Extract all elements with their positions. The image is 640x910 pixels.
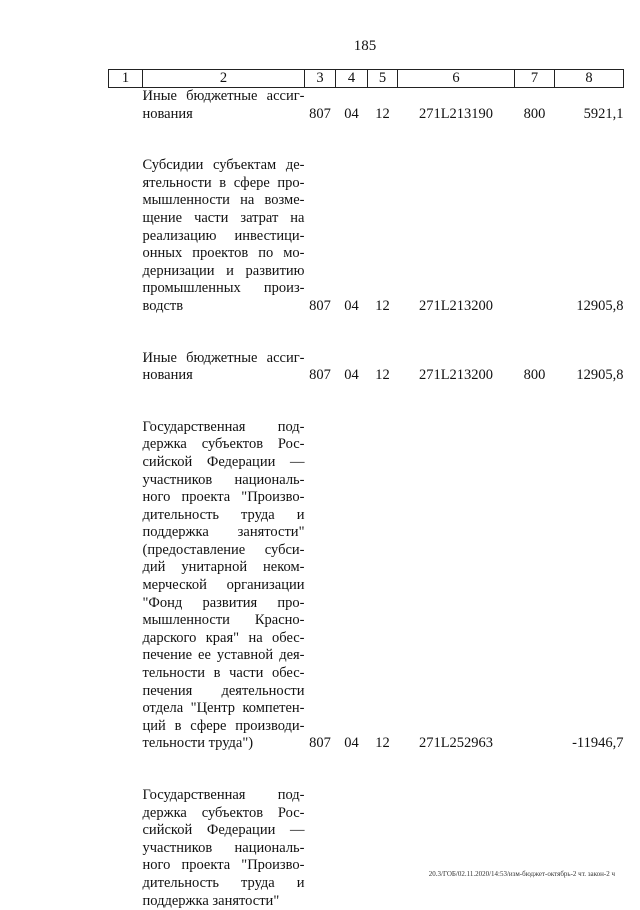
row-col3: 807	[309, 297, 331, 314]
budget-table	[108, 69, 624, 910]
column-header: 7	[515, 70, 555, 88]
row-col7: 800	[523, 105, 546, 122]
row-col3	[305, 787, 336, 910]
row-col4: 04	[344, 105, 359, 122]
row-col6: 271L213190	[418, 105, 494, 122]
row-name: Государственная под-держка субъектов Рос-сийской Федерации — участников националь-ного проекта "Произво-дительность труда и поддержка занятости" (предоставление субси-дий унитарной неком-мерческой организации "Фонд развития про-мышленности Красно-дарского края" на обес-печение ее уставной дея-тельности в части обес-печения деятельности отдела "Центр компетен-ций в сфере производи-тельности труда")	[142, 418, 305, 752]
row-name: Государственная под-держка субъектов Рос-сийской Федерации — участников националь-ного проекта "Произво-дительность труда и поддержка занятости"	[142, 787, 305, 909]
row-col6	[398, 787, 515, 910]
row-col5: 12	[375, 735, 390, 752]
column-header: 4	[336, 70, 368, 88]
row-col7	[515, 157, 555, 315]
row-col8	[555, 787, 624, 910]
row-col4: 04	[344, 297, 359, 314]
row-col5	[368, 787, 398, 910]
row-name: Иные бюджетные ассиг-нования	[142, 88, 305, 122]
row-col4: 04	[344, 367, 359, 384]
column-header: 3	[305, 70, 336, 88]
footer-stamp: 20.3/ГОБ/02.11.2020/14:53/изм-бюджет-октябрь-2 чт. закон-2 ч	[428, 870, 615, 878]
row-col4	[336, 787, 368, 910]
row-col7	[515, 787, 555, 910]
row-col6: 271L252963	[418, 735, 494, 752]
table-row	[109, 787, 624, 910]
row-col8: -11946,7	[572, 735, 624, 752]
column-header: 5	[368, 70, 398, 88]
row-col6: 271L213200	[418, 367, 494, 384]
row-col5: 12	[375, 105, 390, 122]
row-col5: 12	[375, 367, 390, 384]
row-col7	[515, 419, 555, 753]
row-name: Субсидии субъектам де-ятельности в сфере про-мышленности на возме-щение части затрат на реализацию инвестици-онных проектов по мо-дернизации и развитию промышленных произ-водств	[142, 157, 305, 314]
table-row	[109, 350, 624, 385]
column-header: 6	[398, 70, 515, 88]
row-name: Иные бюджетные ассиг-нования	[142, 349, 305, 384]
header-row	[109, 70, 624, 88]
row-col8: 12905,8	[576, 367, 624, 384]
column-header: 2	[143, 70, 305, 88]
page-number: 185	[353, 38, 377, 54]
row-col4: 04	[344, 735, 359, 752]
row-col3: 807	[309, 735, 331, 752]
row-col5: 12	[375, 297, 390, 314]
column-header: 8	[555, 70, 624, 88]
table-row	[109, 419, 624, 753]
row-col6: 271L213200	[418, 297, 494, 314]
row-col3: 807	[309, 367, 331, 384]
row-col8: 5921,1	[583, 105, 624, 122]
row-col8: 12905,8	[576, 297, 624, 314]
row-col3: 807	[309, 105, 331, 122]
table-row	[109, 157, 624, 315]
row-col7: 800	[523, 367, 546, 384]
column-header: 1	[109, 70, 143, 88]
table-row	[109, 88, 624, 124]
